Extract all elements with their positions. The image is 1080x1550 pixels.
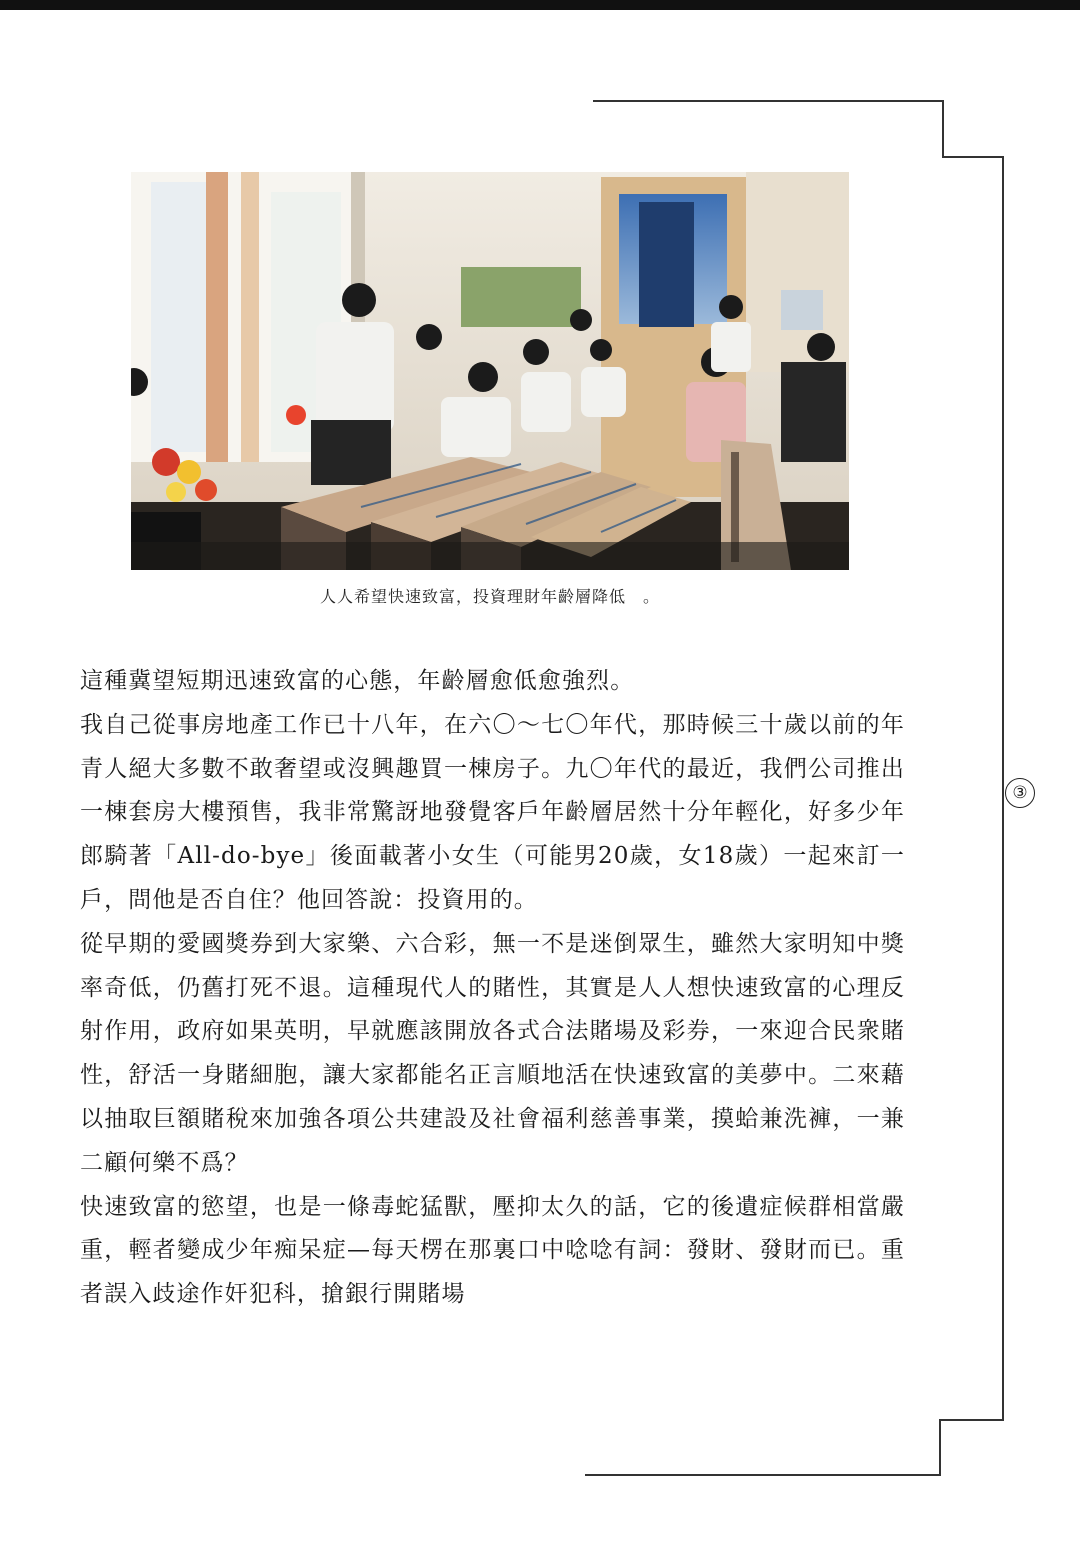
page-number [1005,778,1035,808]
paragraph: 快速致富的慾望，也是一條毒蛇猛獸，壓抑太久的話，它的後遺症候群相當嚴重，輕者變成少年痴呆症—每天楞在那裏口中唸唸有詞：發財、發財而已。重者誤入歧途作奸犯科，搶銀行開賭場 [80,1193,905,1308]
page-number-text: ③ [1012,783,1028,803]
top-edge-bar [0,0,1080,10]
sales-office-photo [131,172,849,570]
photo-caption: 人人希望快速致富，投資理財年齡層降低 。 [319,587,660,606]
paragraph: 我自己從事房地產工作已十八年，在六〇～七〇年代，那時候三十歲以前的年青人絕大多數不敢奢望或沒興趣買一棟房子。九〇年代的最近，我們公司推出一棟套房大樓預售，我非常驚訝地發覺客戶年齡層居然十分年輕化，好多少年郎騎著「All-do-bye」後面載著小女生（可能男20歲，女18歲）一起來訂一戶，問他是否自住？他回答說：投資用的。 [80,711,905,913]
body-text [80,660,905,1317]
paragraph: 從早期的愛國獎券到大家樂、六合彩，無一不是迷倒眾生，雖然大家明知中獎率奇低，仍舊打死不退。這種現代人的賭性，其實是人人想快速致富的心理反射作用，政府如果英明，早就應該開放各式合法賭場及彩券，一來迎合民衆賭性，舒活一身賭細胞，讓大家都能名正言順地活在快速致富的美夢中。二來藉以抽取巨額賭稅來加強各項公共建設及社會福利慈善事業，摸蛤兼洗褲，一兼二顧何樂不爲？ [80,930,905,1176]
paragraph: 這種冀望短期迅速致富的心態，年齡層愈低愈強烈。 [80,668,635,694]
